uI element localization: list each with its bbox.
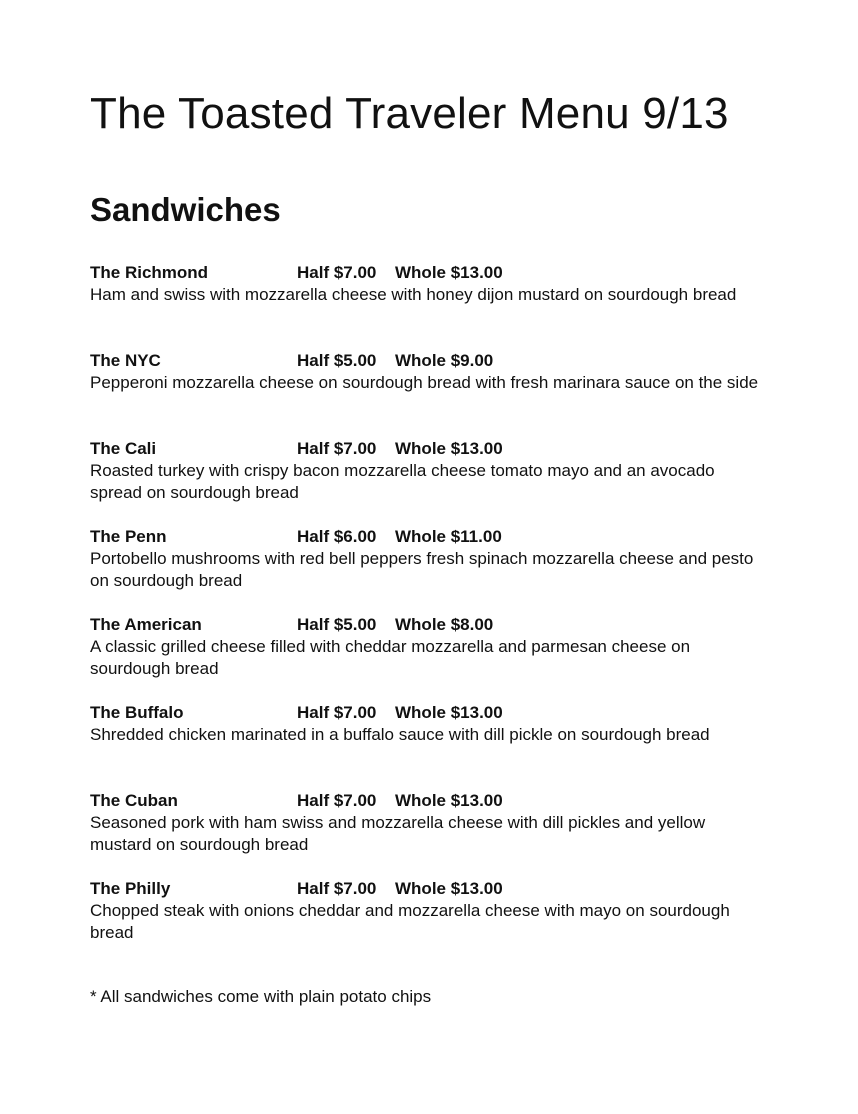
whole-price: Whole $11.00 (395, 527, 502, 546)
menu-item-header (90, 878, 780, 900)
half-price: Half $7.00 (297, 791, 377, 810)
item-name: The Cali (90, 439, 157, 458)
item-description: Chopped steak with onions cheddar and mozzarella cheese with mayo on sourdough bread (90, 901, 730, 942)
half-price: Half $7.00 (297, 703, 377, 722)
menu-item-header (90, 526, 780, 548)
item-name: The American (90, 615, 202, 634)
item-name: The Penn (90, 527, 167, 546)
menu-item (90, 262, 780, 350)
item-description: Portobello mushrooms with red bell peppers fresh spinach mozzarella cheese and pesto on sourdough bread (90, 549, 754, 590)
page-title: The Toasted Traveler Menu 9/13 (90, 89, 729, 138)
menu-item-header (90, 262, 780, 284)
menu-item (90, 702, 780, 790)
menu-item (90, 438, 780, 526)
whole-price: Whole $13.00 (395, 791, 503, 810)
half-price: Half $6.00 (297, 527, 377, 546)
item-name: The Cuban (90, 791, 178, 810)
menu-item (90, 350, 780, 438)
footnote: * All sandwiches come with plain potato chips (90, 987, 432, 1006)
menu-item (90, 790, 780, 878)
whole-price: Whole $13.00 (395, 263, 503, 282)
section-heading-sandwiches: Sandwiches (90, 191, 281, 228)
item-name: The Philly (90, 879, 171, 898)
menu-item-header (90, 790, 780, 812)
menu-list (90, 262, 780, 966)
half-price: Half $7.00 (297, 879, 377, 898)
half-price: Half $5.00 (297, 351, 377, 370)
item-description: Pepperoni mozzarella cheese on sourdough bread with fresh marinara sauce on the side (90, 373, 759, 392)
whole-price: Whole $8.00 (395, 615, 494, 634)
half-price: Half $5.00 (297, 615, 377, 634)
menu-item-header (90, 350, 780, 372)
item-description: Seasoned pork with ham swiss and mozzarella cheese with dill pickles and yellow mustard on sourdough bread (90, 813, 706, 854)
item-name: The NYC (90, 351, 161, 370)
whole-price: Whole $13.00 (395, 879, 503, 898)
item-description: Ham and swiss with mozzarella cheese with honey dijon mustard on sourdough bread (90, 285, 737, 304)
whole-price: Whole $13.00 (395, 703, 503, 722)
menu-item (90, 878, 780, 966)
menu-item-header (90, 438, 780, 460)
half-price: Half $7.00 (297, 439, 377, 458)
item-name: The Buffalo (90, 703, 184, 722)
item-description: Shredded chicken marinated in a buffalo sauce with dill pickle on sourdough bread (90, 725, 710, 744)
item-description: Roasted turkey with crispy bacon mozzarella cheese tomato mayo and an avocado spread on sourdough bread (90, 461, 715, 502)
half-price: Half $7.00 (297, 263, 377, 282)
whole-price: Whole $9.00 (395, 351, 494, 370)
menu-item (90, 526, 780, 614)
whole-price: Whole $13.00 (395, 439, 503, 458)
item-description: A classic grilled cheese filled with cheddar mozzarella and parmesan cheese on sourdough bread (90, 637, 691, 678)
menu-item-header (90, 702, 780, 724)
menu-item (90, 614, 780, 702)
menu-item-header (90, 614, 780, 636)
item-name: The Richmond (90, 263, 209, 282)
